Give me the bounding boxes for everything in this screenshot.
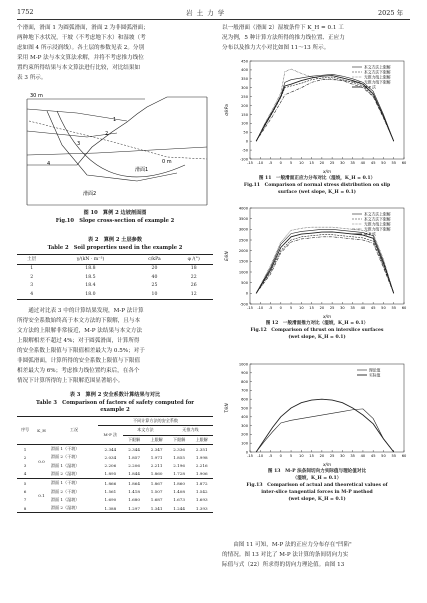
x-tick-label: 30 [340,161,345,165]
x-tick-label: 15 [309,306,314,310]
fig10-caption-cn: 图 10 算例 2 边坡剖面图 [83,210,147,216]
y-axis-label: σ/kPa [224,104,229,116]
legend-entry: 本文方法上限解 [364,211,391,217]
x-tick-label: 5 [289,454,293,458]
table-row: 7 滑面 1（湿坡） 1.690 1.680 1.687 1.673 1.693 [23,496,208,503]
fig10-caption-en: Fig.10 Slope cross-section of example 2 [55,218,175,224]
journal-title: 岩 土 力 学 [186,9,226,17]
x-tick-label: 25 [329,306,335,310]
y-tick-label: 600 [241,397,248,402]
table2-caption-en: Table 2 Soil properties used in the example 2 [47,245,183,251]
right-paragraph-2: 由图 11 可知，M-P 法的正应力分布存在"凹陷" 的情况。图 13 对比了 M-P 法计算的条间切向力实 际值与式（22）所求得的切向力理论值。由图 13 [222,542,352,568]
header-rule [17,19,410,20]
plot-frame [250,364,404,452]
label-0m: 0 m [162,159,172,165]
series-line [256,227,394,293]
x-tick-label: 35 [350,161,355,165]
x-tick-label: 45 [370,161,376,165]
y-tick-label: 300 [241,423,248,428]
table3-caption-cn: 表 3 算例 2 安全系数计算结果与对比 [69,392,161,398]
x-tick-label: 15 [309,161,314,165]
y-tick-label: 4000 [238,206,248,211]
x-tick-label: 45 [370,454,376,458]
x-tick-label: 0 [279,306,282,310]
table-row: 2 滑面 2（干坡） 2.034 1.857 1.971 1.855 1.998 [23,454,208,460]
y-tick-label: 500 [241,280,248,285]
x-axis-label: x/m [323,462,331,467]
legend-entry: 无推力线上限解 [364,221,391,227]
right-paragraph-1: 以一般滑面（滑面 2）湿坡条件下 K_H = 0.1 工 况为例，5 种计算方法所得的推力线位置、正应力 分布以及推力大小对比如图 11～13 所示。 [222,25,345,51]
x-tick-label: -5 [268,161,273,165]
legend-entry: 无推力线下限解 [364,226,391,232]
page-number: 1752 [17,8,34,16]
y-tick-label: 200 [241,432,248,437]
soil-properties-table [17,254,213,300]
y-tick-label: 3000 [238,227,248,232]
y-tick-label: 350 [241,77,248,82]
x-tick-label: -10 [257,454,264,458]
factor-of-safety-rows [17,444,213,512]
x-tick-label: 10 [299,306,304,310]
fig11-caption-cn: 图 11 一般滑面正应力分布对比（湿坡，K_H = 0.1） [258,176,376,181]
x-tick-label: 30 [340,306,345,310]
x-tick-label: 40 [360,161,366,165]
x-tick-label: 50 [381,306,386,310]
x-tick-label: 60 [401,161,407,165]
table-row: 4 滑面 2（湿坡） 1.895 1.844 1.860 1.728 1.906 [17,470,213,479]
y-tick-label: 0 [245,139,248,144]
y-tick-label: 50 [243,130,248,135]
legend-entry: 理论值 [369,367,381,373]
x-tick-label: 5 [289,161,293,165]
slip-surface-2-label: 滑面2 [83,191,97,197]
x-tick-label: -15 [247,454,253,458]
x-tick-label: -5 [268,454,273,458]
y-tick-label: 400 [241,68,248,73]
x-tick-label: 10 [299,161,304,165]
table-row: 1 18.8 20 18 [30,266,197,272]
table-row: 8 滑面 2（湿坡） 1.388 1.297 1.341 1.244 1.393 [23,505,208,511]
x-tick-label: -5 [268,306,273,310]
y-tick-label: 700 [241,388,248,393]
x-tick-label: 5 [289,306,293,310]
table2-caption-cn: 表 2 算例 2 土层参数 [87,237,143,243]
legend-entry: 无推力线下限解 [364,79,391,85]
layer-label-2: 2 [105,131,109,137]
series-line [256,409,394,452]
series-line [256,237,394,294]
y-tick-label: 800 [241,379,248,384]
layer-label-3: 3 [77,141,81,147]
y-tick-label: 0 [245,450,248,455]
y-axis-label: T/kN [224,403,229,413]
legend-entry: 本文方法上限解 [364,64,391,70]
normal-stress-chart [222,55,412,175]
left-paragraph-1: 个滑面，滑面 1 为圆弧滑面，滑面 2 为非圆弧滑面； 两种地下水状况，干坡（不考虑地下水）和湿坡（考 虑如图 4 所示浸润线）。各土层的参数见表 2。分别 采用 M-P 法与本文算法求解，并将不考虑推力线位 置约束所得结果与本文算法进行比较，对比结果如 表 3 所示。 [17,25,149,81]
fig11-caption-en1: Fig.11 Comparison of normal stress distribution on slip [243,183,391,188]
x-tick-label: 40 [360,454,366,458]
table-row: 3 滑面 1（湿坡） 2.206 2.206 2.211 2.196 2.216 [23,462,208,469]
fig11-caption-en2: surface (wet slope, K_H = 0.1) [278,190,356,195]
x-tick-label: 0 [279,454,282,458]
y-tick-label: 100 [241,121,248,126]
x-tick-label: 55 [391,454,397,458]
x-tick-label: 25 [329,161,335,165]
y-tick-label: 0 [245,291,248,296]
layer-label-4: 4 [47,161,51,167]
x-tick-label: 40 [360,306,366,310]
table-row: 3 18.4 25 26 [30,283,197,289]
fig13-caption-en2: inter-slice tangential forces in M-P method [261,490,373,495]
slope-cross-section-figure [17,87,213,209]
y-tick-label: 100 [241,441,248,446]
y-tick-label: 2000 [238,248,248,253]
legend-entry: 实际值 [369,372,381,378]
y-tick-label: 1000 [238,362,248,367]
x-tick-label: 60 [401,454,407,458]
x-tick-label: 20 [319,306,325,310]
y-tick-label: -100 [239,157,248,162]
table-header-row: 土层 γ/(kN · m⁻³) c/kPa φ /(°) [17,255,213,265]
y-tick-label: 500 [241,406,248,411]
x-tick-label: 20 [319,161,325,165]
y-tick-label: 2500 [238,238,248,243]
y-tick-label: 200 [241,103,248,108]
y-tick-label: -50 [242,148,248,153]
y-axis-label: E/kN [224,251,229,261]
fig12-caption-en1: Fig.12 Comparison of thrust on interslice surfaces [250,328,384,333]
layer-label-1: 1 [113,117,117,123]
y-tick-label: 1500 [238,259,248,264]
y-tick-label: 150 [241,112,248,117]
y-tick-label: 3500 [238,216,248,221]
fig13-caption-cn2: （湿坡，K_H = 0.1） [292,476,342,481]
x-tick-label: 50 [381,454,386,458]
series-line [256,399,394,452]
table-row: 5 0.1 滑面 1（干坡） 1.866 1.864 1.867 1.860 1.872 [23,480,208,499]
factor-of-safety-table: 序号 K_H 工况 不同计算方法的安全系数 M-P 法 本文方法 无推力线 下限解 上限解 下限解 上限解 1 0.0 滑面 1（干坡） 2.344 2.344 2.347 2.336 2.351 2 滑面 2（干坡） 2.034 1.857 1.971 1.855 1.998 3 滑面 1（湿坡） 2.206 2.206 2.211 2.196 2.216 4 滑面 2（湿坡） 1.895 1.844 1.860 1.728 1.906 5 0.1 滑面 1（干坡） 1.866 1.864 1.867 1.860 1.872 6 滑面 2（干坡） 1.561 1.418 1.507 1.408 1.542 7 滑面 1（湿坡） 1.690 1.680 1.687 1.673 1.693 8 滑面 2（湿坡） 1.388 1.297 1.341 1.244 1.393 [17,416,213,513]
x-tick-label: -15 [247,306,253,310]
y-tick-label: 250 [241,94,248,99]
year: 2025 年 [378,9,404,17]
fig13-caption-cn: 图 13 M-P 法条间切向力实际值与理论值对比 [267,469,367,474]
x-tick-label: 55 [391,306,397,310]
y-tick-label: -500 [239,302,248,307]
fig13-caption-en3: (wet slope, K_H = 0.1) [288,497,346,502]
x-tick-label: 25 [329,454,335,458]
y-tick-label: 400 [241,415,248,420]
label-30m: 30 m [30,93,43,99]
table3-caption-en2: example 2 [100,407,130,413]
x-tick-label: 35 [350,454,355,458]
x-tick-label: 20 [319,454,325,458]
y-tick-label: 300 [241,86,248,91]
x-tick-label: 45 [370,306,376,310]
x-axis-label: x/m [323,169,331,174]
x-tick-label: 35 [350,306,355,310]
x-tick-label: -15 [247,161,253,165]
table3-caption-en1: Table 3 Comparison of factors of safety computed for [35,400,195,406]
x-tick-label: 55 [391,161,397,165]
x-tick-label: 15 [309,454,314,458]
x-tick-label: 30 [340,454,345,458]
table-row: 1 0.0 滑面 1（干坡） 2.344 2.344 2.347 2.336 2.351 [23,446,208,464]
y-tick-label: 900 [241,371,248,376]
x-tick-label: 50 [381,161,386,165]
fig12-caption-en2: (wet slope, K_H = 0.1) [288,335,346,340]
slip-surface-1-label: 滑面1 [135,167,149,173]
left-paragraph-2: 通过对比表 3 中的计算结果发现，M-P 法计算 所得安全系数始终高于本文方法的下限解，且与本 文方法的上限解非常接近，M-P 法结果与本文方法 上限解相差不超过 4%；对于圆弧滑面，计算所得 的安全系数上限值与下限值相差最大为 0.5%；对于 非圆弧滑面，计算所得的安全系数上限值与下限值 相差最大为 6%；考虑推力线位置约束后，在各个 情况下计算所得的上下限解范围显著缩小。 [17,308,145,384]
fig12-caption-cn: 图 12 一般滑面推力对比（湿坡，K_H = 0.1） [265,321,369,326]
legend-entry: 本文方法下限解 [364,69,391,75]
fig13-caption-en1: Fig.13 Comparison of actual and theoretical values of [246,483,388,488]
y-tick-label: 1000 [238,270,248,275]
x-tick-label: 0 [279,161,282,165]
x-axis-label: x/m [323,314,331,319]
legend-entry: M-P 法 [364,84,376,90]
x-tick-label: 60 [401,306,407,310]
legend-entry: 本文方法下限解 [364,216,391,222]
x-tick-label: -10 [257,306,264,310]
x-tick-label: 10 [299,454,304,458]
x-tick-label: -10 [257,161,264,165]
thrust-chart [222,202,412,320]
legend-entry: 无推力线上限解 [364,74,391,80]
y-tick-label: 450 [241,59,248,64]
table-row: 2 18.5 40 22 [30,274,197,280]
legend-entry: M-P 法 [364,231,376,237]
tangential-force-chart [222,358,412,468]
table-row: 6 滑面 2（干坡） 1.561 1.418 1.507 1.408 1.542 [23,488,208,495]
table-row: 4 18.0 10 12 [30,291,197,297]
